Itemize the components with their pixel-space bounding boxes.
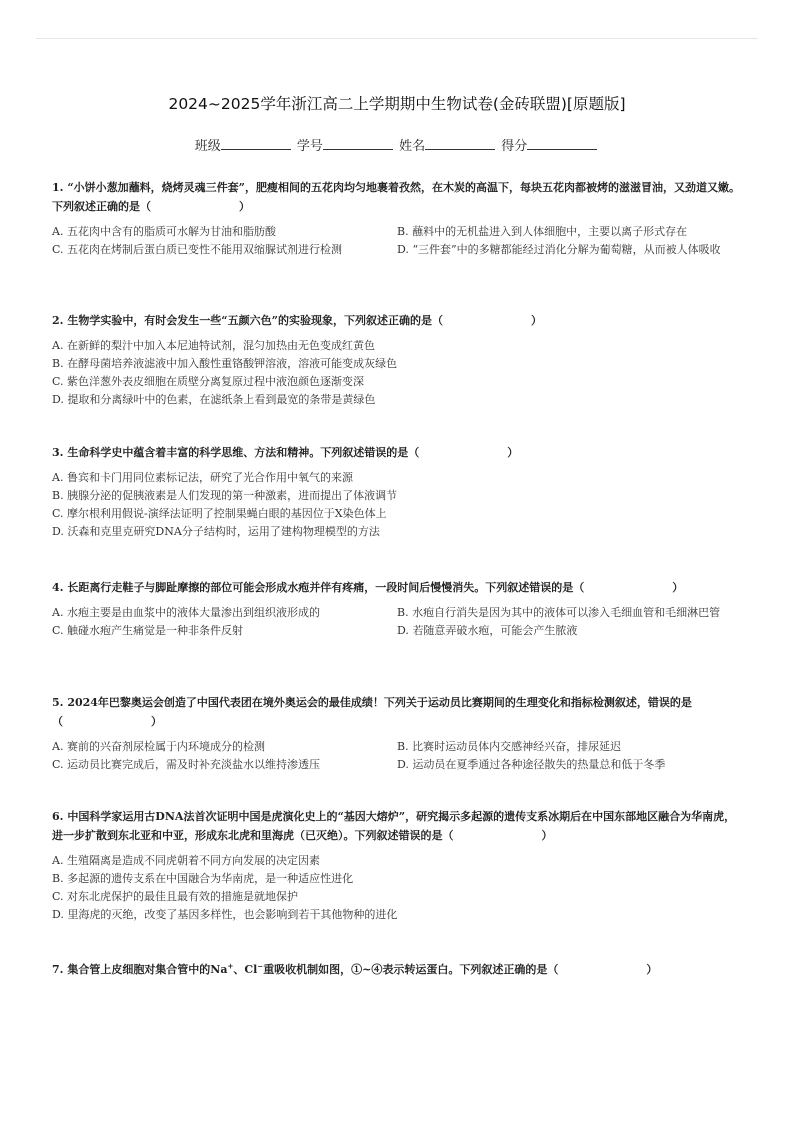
option-a: A. 鲁宾和卡门用同位素标记法，研究了光合作用中氧气的来源: [52, 471, 353, 484]
page-title: 2024~2025学年浙江高二上学期期中生物试卷(金砖联盟)[原题版]: [168, 95, 626, 113]
option-d: D. 提取和分离绿叶中的色素，在滤纸条上看到最宽的条带是黄绿色: [52, 393, 376, 406]
option-b: B. 多起源的遗传支系在中国融合为华南虎，是一种适应性进化: [52, 872, 354, 885]
option-d: D. 运动员在夏季通过各种途径散失的热量总和低于冬季: [397, 758, 666, 771]
student-info-line: [0, 135, 794, 154]
option-a: A. 五花肉中含有的脂质可水解为甘油和脂肪酸: [52, 225, 276, 238]
option-c: C. 运动员比赛完成后，需及时补充淡盐水以维持渗透压: [52, 758, 321, 771]
question-3: [52, 443, 744, 541]
option-a: A. 赛前的兴奋剂尿检属于内环境成分的检测: [52, 740, 265, 753]
question-1: [52, 178, 744, 259]
option-c: C. 摩尔根利用假说-演绎法证明了控制果蝇白眼的基因位于X染色体上: [52, 507, 387, 520]
option-b: B. 比赛时运动员体内交感神经兴奋，排尿延迟: [397, 740, 622, 753]
option-d: D. 里海虎的灭绝，改变了基因多样性，也会影响到若干其他物种的进化: [52, 908, 398, 921]
option-c: C. 对东北虎保护的最佳且最有效的措施是就地保护: [52, 890, 299, 903]
info-field-name: 姓名: [399, 135, 497, 154]
option-c: C. 触碰水疱产生痛觉是一种非条件反射: [52, 624, 244, 637]
options: [52, 604, 744, 640]
question-stem: 1. “小饼小葱加蘸料，烧烤灵魂三件套”，肥瘦相间的五花肉均匀地裹着孜然，在木炭的高温下，每块五花肉都被烤的滋滋冒油，又劲道又嫩。下列叙述正确的是（ ）: [52, 181, 740, 213]
option-a: A. 水疱主要是由血浆中的液体大量渗出到组织液形成的: [52, 606, 320, 619]
options: [52, 469, 744, 541]
option-a: A. 生殖隔离是造成不同虎朝着不同方向发展的决定因素: [52, 854, 320, 867]
info-field-class: 班级: [195, 135, 293, 154]
question-6: [52, 807, 744, 924]
question-stem: 5. 2024年巴黎奥运会创造了中国代表团在境外奥运会的最佳成绩！下列关于运动员比赛期间的生理变化和指标检测叙述，错误的是（ ）: [52, 696, 692, 728]
info-field-number: 学号: [297, 135, 395, 154]
option-b: B. 蘸料中的无机盐进入到人体细胞中，主要以离子形式存在: [397, 225, 688, 238]
info-field-score: 得分: [501, 135, 599, 154]
question-stem: 2. 生物学实验中，有时会发生一些“五颜六色”的实验现象，下列叙述正确的是（ ）: [52, 314, 542, 327]
question-stem: 3. 生命科学史中蕴含着丰富的科学思维、方法和精神。下列叙述错误的是（ ）: [52, 446, 519, 459]
options: [52, 337, 744, 409]
question-stem: 6. 中国科学家运用古DNA法首次证明中国是虎演化史上的“基因大熔炉”，研究揭示多起源的遗传支系冰期后在中国东部地区融合为华南虎，进一步扩散到东北亚和中亚，形成东北虎和里海虎（已灭绝）。下列叙述错误的是（ ）: [52, 810, 736, 842]
option-b: B. 在酵母菌培养液滤液中加入酸性重铬酸钾溶液，溶液可能变成灰绿色: [52, 357, 398, 370]
option-d: D. 沃森和克里克研究DNA分子结构时，运用了建构物理模型的方法: [52, 525, 380, 538]
header-rule: [36, 38, 758, 39]
option-d: D. 若随意弄破水疱，可能会产生脓液: [397, 624, 578, 637]
question-5: [52, 693, 744, 774]
option-c: C. 紫色洋葱外表皮细胞在质壁分离复原过程中液泡颜色逐渐变深: [52, 375, 365, 388]
question-7: [52, 960, 744, 979]
option-a: A. 在新鲜的梨汁中加入本尼迪特试剂，混匀加热由无色变成红黄色: [52, 339, 375, 352]
question-stem: 4. 长距离行走鞋子与脚趾摩擦的部位可能会形成水疱并伴有疼痛，一段时间后慢慢消失。下列叙述错误的是（ ）: [52, 581, 684, 594]
options: [52, 223, 744, 259]
option-b: B. 水疱自行消失是因为其中的液体可以渗入毛细血管和毛细淋巴管: [397, 606, 721, 619]
options: [52, 738, 744, 774]
question-2: [52, 311, 744, 409]
options: [52, 852, 744, 924]
option-d: D. “三件套”中的多糖都能经过消化分解为葡萄糖，从而被人体吸收: [397, 243, 721, 256]
option-c: C. 五花肉在烤制后蛋白质已变性不能用双缩脲试剂进行检测: [52, 243, 343, 256]
option-b: B. 胰腺分泌的促胰液素是人们发现的第一种激素，进而提出了体液调节: [52, 489, 398, 502]
question-stem: 7. 集合管上皮细胞对集合管中的Na+、Cl−重吸收机制如图，①~④表示转运蛋白。下列叙述正确的是（ ）: [52, 961, 658, 976]
question-4: [52, 578, 744, 640]
